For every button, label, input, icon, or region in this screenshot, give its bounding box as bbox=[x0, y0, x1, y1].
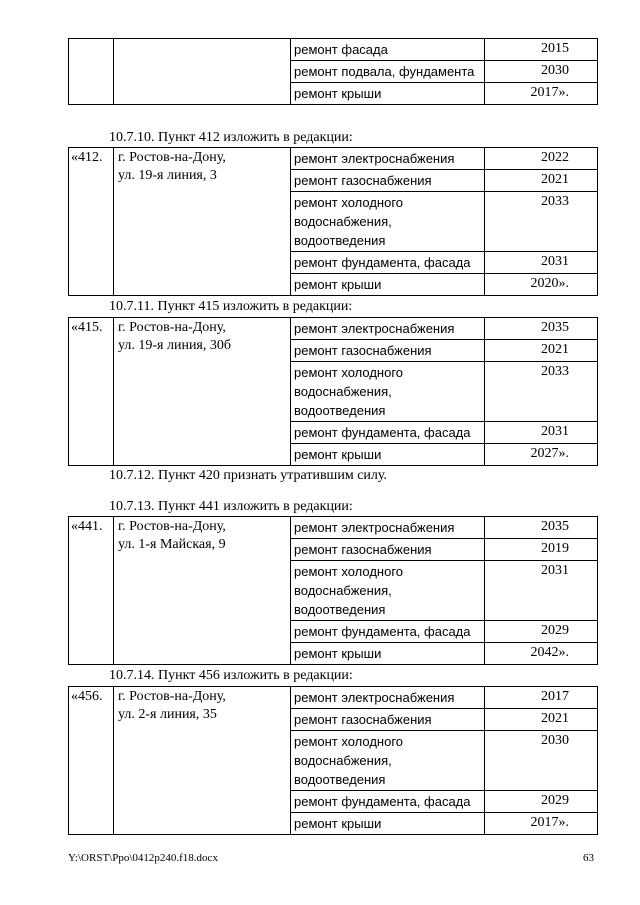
year-cell: 2020». bbox=[485, 274, 598, 296]
page-number: 63 bbox=[583, 852, 594, 864]
section-table-456 bbox=[68, 686, 598, 835]
work-cell: ремонт крыши bbox=[291, 444, 485, 466]
year-cell: 2017 bbox=[485, 687, 598, 709]
number-cell: «456. bbox=[69, 687, 114, 835]
year-cell: 2017». bbox=[485, 813, 598, 835]
work-cell: ремонт холодного водоснабжения, водоотведения bbox=[291, 362, 485, 422]
section-heading: 10.7.10. Пункт 412 изложить в редакции: bbox=[109, 130, 353, 145]
year-cell: 2021 bbox=[485, 170, 598, 192]
work-cell: ремонт электроснабжения bbox=[291, 148, 485, 170]
year-cell: 2031 bbox=[485, 422, 598, 444]
year-cell: 2019 bbox=[485, 539, 598, 561]
year-cell: 2042». bbox=[485, 643, 598, 665]
top-table bbox=[68, 38, 598, 105]
year-cell: 2017». bbox=[485, 83, 598, 105]
year-cell: 2030 bbox=[485, 731, 598, 791]
work-cell: ремонт крыши bbox=[291, 274, 485, 296]
table-row bbox=[69, 318, 598, 340]
work-cell: ремонт электроснабжения bbox=[291, 687, 485, 709]
work-cell: ремонт газоснабжения bbox=[291, 539, 485, 561]
table-row bbox=[69, 148, 598, 170]
work-cell: ремонт крыши bbox=[291, 643, 485, 665]
year-cell: 2021 bbox=[485, 709, 598, 731]
section-heading: 10.7.13. Пункт 441 изложить в редакции: bbox=[109, 499, 353, 514]
section-table-441 bbox=[68, 516, 598, 665]
year-cell: 2030 bbox=[485, 61, 598, 83]
year-cell: 2035 bbox=[485, 517, 598, 539]
number-cell: «412. bbox=[69, 148, 114, 296]
work-cell: ремонт крыши bbox=[291, 813, 485, 835]
section-heading: 10.7.11. Пункт 415 изложить в редакции: bbox=[109, 299, 353, 314]
work-cell: ремонт фундамента, фасада bbox=[291, 252, 485, 274]
table-row bbox=[69, 39, 598, 61]
table-row bbox=[69, 517, 598, 539]
year-cell: 2029 bbox=[485, 791, 598, 813]
section-heading: 10.7.14. Пункт 456 изложить в редакции: bbox=[109, 668, 353, 683]
work-cell: ремонт крыши bbox=[291, 83, 485, 105]
work-cell: ремонт газоснабжения bbox=[291, 340, 485, 362]
work-cell: ремонт фасада bbox=[291, 39, 485, 61]
address-cell: г. Ростов-на-Дону, ул. 19-я линия, 30б bbox=[114, 318, 291, 466]
work-cell: ремонт холодного водоснабжения, водоотведения bbox=[291, 731, 485, 791]
work-cell: ремонт фундамента, фасада bbox=[291, 621, 485, 643]
work-cell: ремонт фундамента, фасада bbox=[291, 422, 485, 444]
year-cell: 2035 bbox=[485, 318, 598, 340]
work-cell: ремонт холодного водоснабжения, водоотведения bbox=[291, 561, 485, 621]
number-cell: «441. bbox=[69, 517, 114, 665]
work-cell: ремонт холодного водоснабжения, водоотведения bbox=[291, 192, 485, 252]
work-cell: ремонт фундамента, фасада bbox=[291, 791, 485, 813]
address-cell: г. Ростов-на-Дону, ул. 1-я Майская, 9 bbox=[114, 517, 291, 665]
address-cell bbox=[114, 39, 291, 105]
section-table-415 bbox=[68, 317, 598, 466]
section-table-412 bbox=[68, 147, 598, 296]
footer-file-path: Y:\ORST\Ppo\0412p240.f18.docx bbox=[68, 852, 218, 864]
address-cell: г. Ростов-на-Дону, ул. 2-я линия, 35 bbox=[114, 687, 291, 835]
year-cell: 2022 bbox=[485, 148, 598, 170]
number-cell: «415. bbox=[69, 318, 114, 466]
note-paragraph: 10.7.12. Пункт 420 признать утратившим силу. bbox=[109, 468, 387, 483]
year-cell: 2031 bbox=[485, 252, 598, 274]
year-cell: 2021 bbox=[485, 340, 598, 362]
year-cell: 2033 bbox=[485, 192, 598, 252]
year-cell: 2031 bbox=[485, 561, 598, 621]
number-cell bbox=[69, 39, 114, 105]
year-cell: 2033 bbox=[485, 362, 598, 422]
year-cell: 2029 bbox=[485, 621, 598, 643]
work-cell: ремонт подвала, фундамента bbox=[291, 61, 485, 83]
table-row bbox=[69, 687, 598, 709]
work-cell: ремонт электроснабжения bbox=[291, 517, 485, 539]
work-cell: ремонт газоснабжения bbox=[291, 170, 485, 192]
year-cell: 2027». bbox=[485, 444, 598, 466]
work-cell: ремонт газоснабжения bbox=[291, 709, 485, 731]
address-cell: г. Ростов-на-Дону, ул. 19-я линия, 3 bbox=[114, 148, 291, 296]
year-cell: 2015 bbox=[485, 39, 598, 61]
work-cell: ремонт электроснабжения bbox=[291, 318, 485, 340]
